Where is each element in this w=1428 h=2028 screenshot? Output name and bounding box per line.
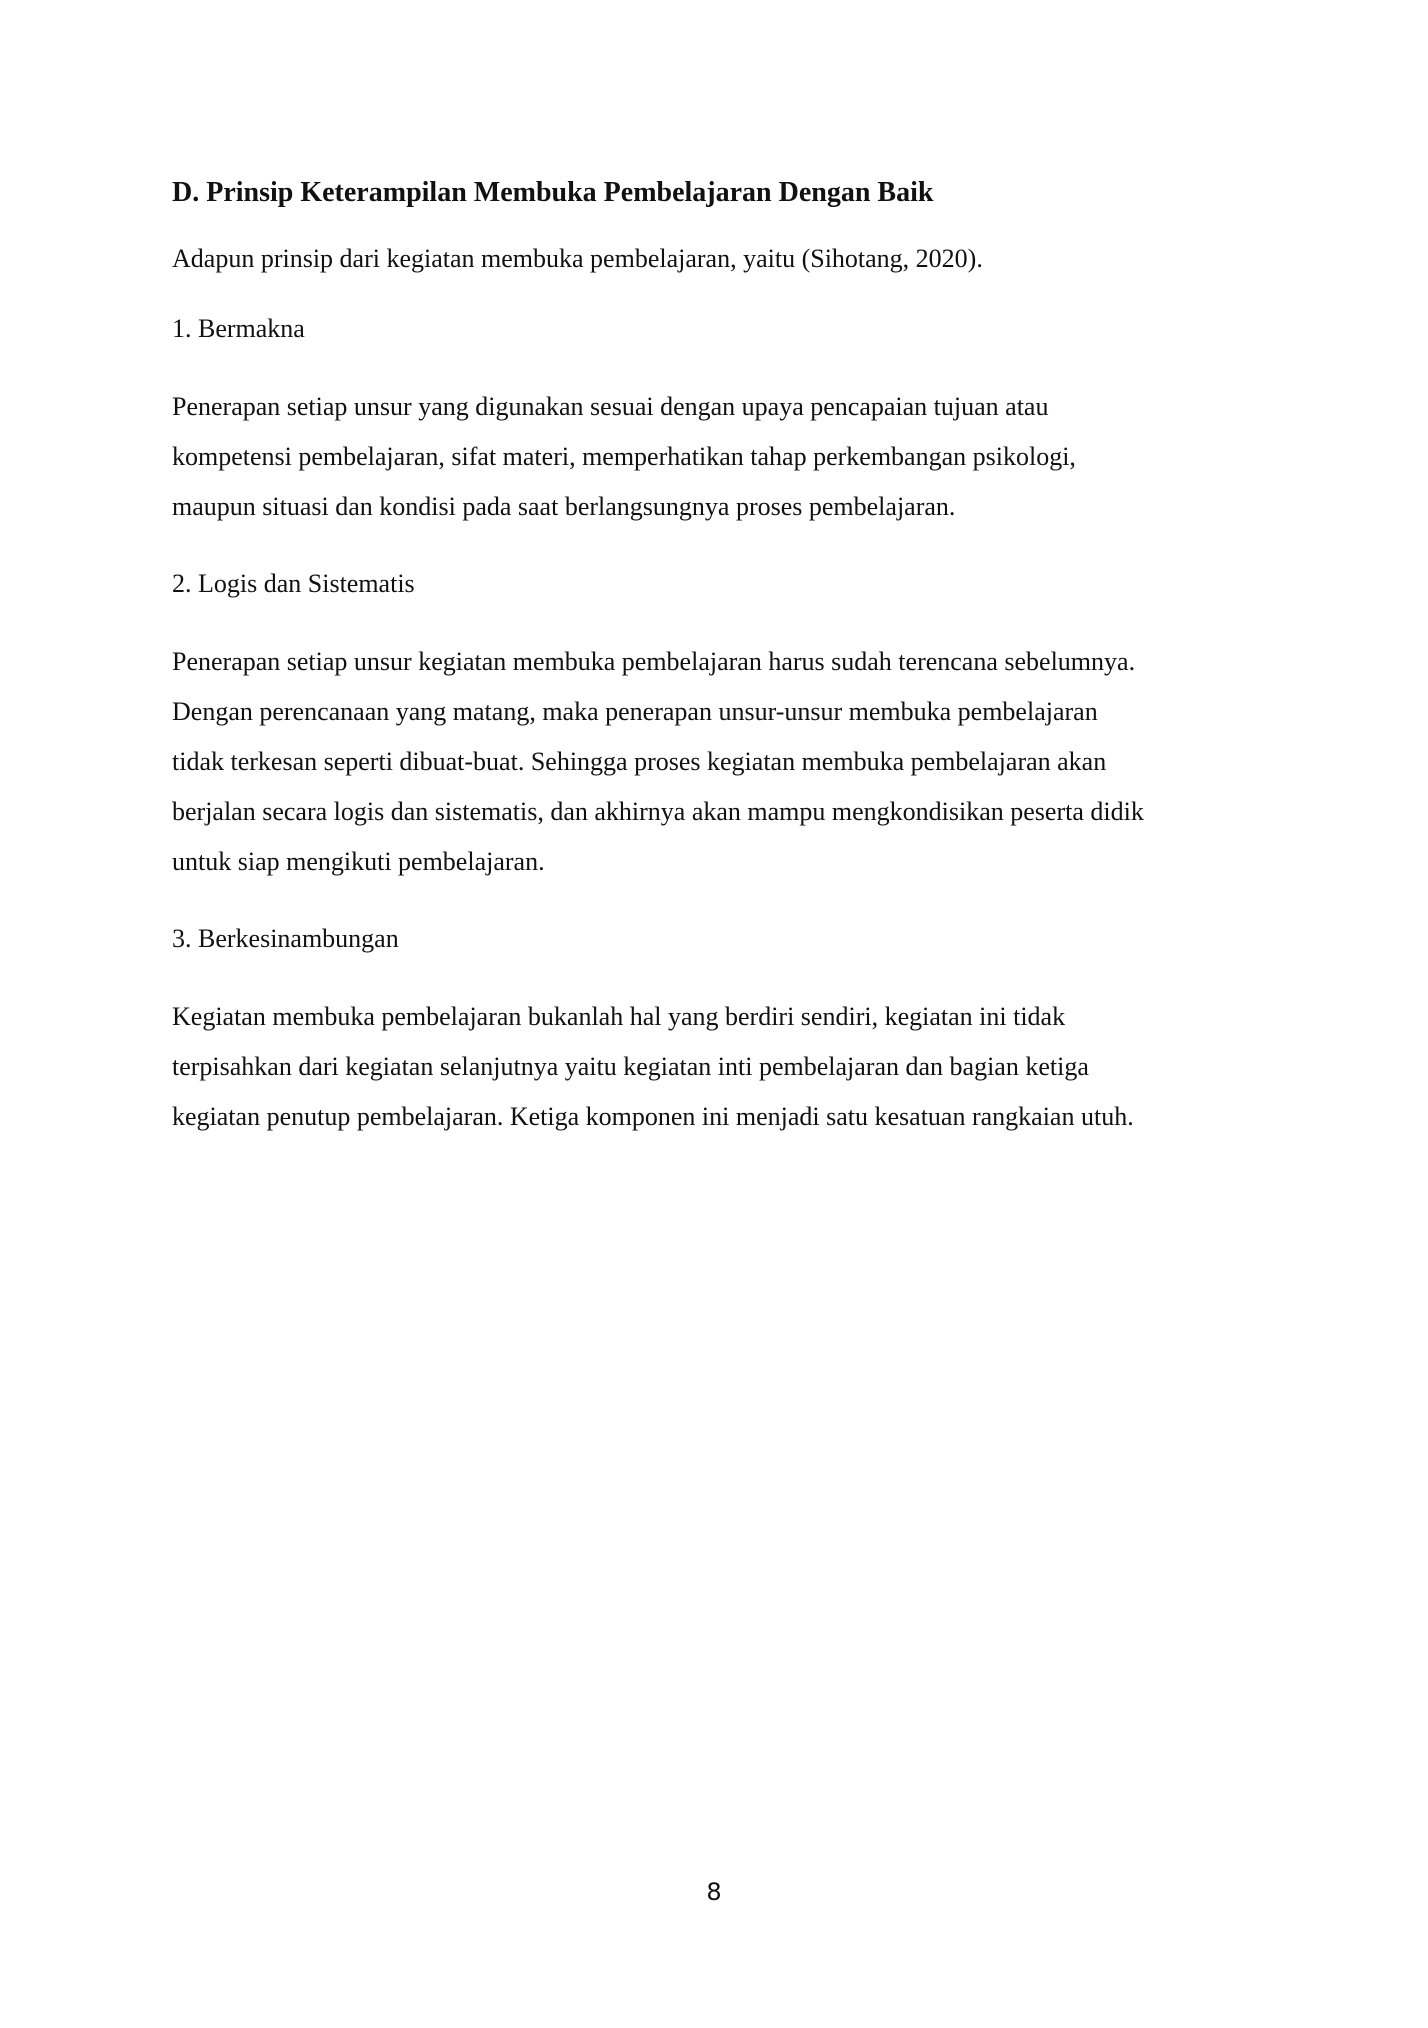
principle-3-paragraph xyxy=(172,992,1292,1142)
page-number: 8 xyxy=(706,1878,722,1906)
principle-3-title: 3. Berkesinambungan xyxy=(172,924,399,953)
paragraph-line: berjalan secara logis dan sistematis, dan akhirnya akan mampu mengkondisikan peserta didik xyxy=(172,797,1144,826)
paragraph-line: untuk siap mengikuti pembelajaran. xyxy=(172,847,545,876)
principle-1-title: 1. Bermakna xyxy=(172,314,305,343)
paragraph-line: tidak terkesan seperti dibuat-buat. Sehingga proses kegiatan membuka pembelajaran akan xyxy=(172,747,1107,776)
principle-2-paragraph xyxy=(172,637,1292,887)
principle-2-title: 2. Logis dan Sistematis xyxy=(172,569,415,598)
paragraph-line: terpisahkan dari kegiatan selanjutnya yaitu kegiatan inti pembelajaran dan bagian ketiga xyxy=(172,1052,1089,1081)
paragraph-line: kompetensi pembelajaran, sifat materi, memperhatikan tahap perkembangan psikologi, xyxy=(172,442,1076,471)
paragraph-line: maupun situasi dan kondisi pada saat berlangsungnya proses pembelajaran. xyxy=(172,492,956,521)
paragraph-line: Dengan perencanaan yang matang, maka penerapan unsur-unsur membuka pembelajaran xyxy=(172,697,1098,726)
paragraph-line: kegiatan penutup pembelajaran. Ketiga komponen ini menjadi satu kesatuan rangkaian utuh. xyxy=(172,1102,1134,1131)
section-heading: D. Prinsip Keterampilan Membuka Pembelajaran Dengan Baik xyxy=(172,177,934,208)
paragraph-line: Penerapan setiap unsur yang digunakan sesuai dengan upaya pencapaian tujuan atau xyxy=(172,392,1049,421)
principle-1-paragraph xyxy=(172,382,1292,532)
page-content xyxy=(172,176,1292,1177)
paragraph-line: Kegiatan membuka pembelajaran bukanlah hal yang berdiri sendiri, kegiatan ini tidak xyxy=(172,1002,1066,1031)
intro-paragraph: Adapun prinsip dari kegiatan membuka pembelajaran, yaitu (Sihotang, 2020). xyxy=(172,244,983,273)
paragraph-line: Penerapan setiap unsur kegiatan membuka pembelajaran harus sudah terencana sebelumnya. xyxy=(172,647,1136,676)
